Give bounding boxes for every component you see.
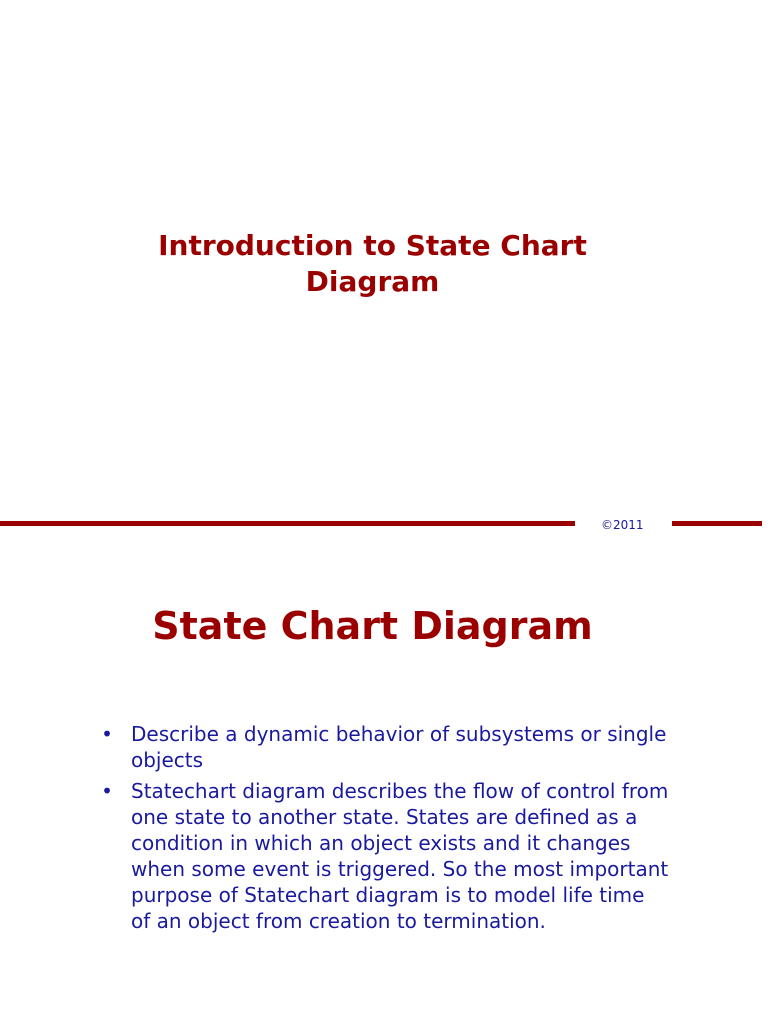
bullet-text: Describe a dynamic behavior of subsystems or single objects [131,722,667,772]
bullet-item [100,778,670,934]
divider-rule-right [672,521,762,526]
slide-2-title: State Chart Diagram [152,604,593,648]
slide-1-title [100,228,645,300]
slide-1-title-line-1: Introduction to State Chart [158,229,587,262]
bullet-item [100,721,670,773]
copyright-text: ©2011 [601,518,644,532]
divider-rule-left [0,521,575,526]
bullet-text: Statechart diagram describes the flow of control from one state to another state. States are defined as a condition in which an object exists and it changes when some event is triggered. So the most important purpose of Statechart diagram is to model life time of an object from creation to termination. [131,779,669,933]
bullet-dot-icon: • [101,722,113,746]
slide-1-title-line-2: Diagram [305,265,440,298]
bullet-list [100,721,670,939]
bullet-dot-icon: • [101,779,113,803]
